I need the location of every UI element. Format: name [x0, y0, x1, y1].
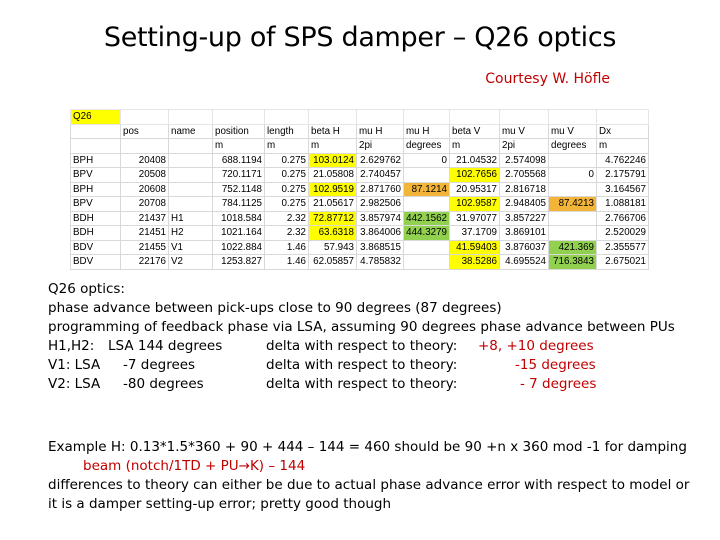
table-cell — [265, 110, 309, 125]
example-beam-text: beam (notch/1TD + PU — [83, 458, 239, 474]
table-cell: BDH — [71, 226, 121, 241]
notes-v1-label: V1: LSA — [48, 356, 101, 373]
table-cell: 4.762246 — [597, 153, 649, 168]
table-row — [71, 168, 649, 183]
table-cell: 3.857227 — [500, 211, 549, 226]
notes-h-line — [48, 337, 698, 356]
table-cell: 3.876037 — [500, 240, 549, 255]
table-cell: 37.1709 — [450, 226, 500, 241]
table-cell: 442.1562 — [404, 211, 450, 226]
table-cell: 87.1214 — [404, 182, 450, 197]
table-row — [71, 226, 649, 241]
table-cell — [549, 110, 597, 125]
table-cell: 1021.164 — [213, 226, 265, 241]
table-cell: V1 — [169, 240, 213, 255]
column-header: Dx — [597, 124, 649, 139]
notes-v2-delta-label: delta with respect to theory: — [266, 375, 458, 392]
notes-heading: Q26 optics: — [48, 281, 125, 297]
table-cell: 720.1171 — [213, 168, 265, 183]
table-cell: 2.520029 — [597, 226, 649, 241]
table-cell: 0.275 — [265, 153, 309, 168]
table-cell: 20608 — [121, 182, 169, 197]
notes-v2-delta: - 7 degrees — [520, 375, 597, 392]
table-cell: BDV — [71, 255, 121, 270]
column-header: 2pi — [500, 139, 549, 154]
arrow-right-icon: → — [238, 458, 250, 474]
table-cell — [549, 182, 597, 197]
table-cell: 21.05808 — [309, 168, 357, 183]
table-cell: 4.785832 — [357, 255, 404, 270]
table-cell: 752.1148 — [213, 182, 265, 197]
column-header: m — [597, 139, 649, 154]
table-cell — [404, 168, 450, 183]
table-cell: 0.275 — [265, 168, 309, 183]
table-cell — [597, 110, 649, 125]
table-cell: 4.695524 — [500, 255, 549, 270]
table-cell: 72.87712 — [309, 211, 357, 226]
table-cell — [500, 110, 549, 125]
notes-line: programming of feedback phase via LSA, assuming 90 degrees phase advance between PUs — [48, 318, 675, 335]
table-cell: 2.982506 — [357, 197, 404, 212]
column-header — [71, 124, 121, 139]
column-header: 2pi — [357, 139, 404, 154]
table-cell: 2.355577 — [597, 240, 649, 255]
column-header: mu V — [549, 124, 597, 139]
table-cell: 3.869101 — [500, 226, 549, 241]
table-cell: BPH — [71, 182, 121, 197]
table-cell: 3.864006 — [357, 226, 404, 241]
table-cell: 1022.884 — [213, 240, 265, 255]
column-header: m — [213, 139, 265, 154]
table-cell: 1.46 — [265, 255, 309, 270]
table-cell: 102.9519 — [309, 182, 357, 197]
notes-h-label: H1,H2: — [48, 337, 95, 354]
table-cell: 63.6318 — [309, 226, 357, 241]
column-header: beta H — [309, 124, 357, 139]
table-cell: 31.97077 — [450, 211, 500, 226]
table-cell — [404, 240, 450, 255]
table-cell: BPV — [71, 197, 121, 212]
column-header: length — [265, 124, 309, 139]
table-row — [71, 240, 649, 255]
example-block — [48, 438, 698, 514]
table-cell: 3.868515 — [357, 240, 404, 255]
table-cell: 716.3843 — [549, 255, 597, 270]
table-cell: 0.275 — [265, 197, 309, 212]
table-cell: 62.05857 — [309, 255, 357, 270]
table-cell: 1.46 — [265, 240, 309, 255]
table-cell: 2.816718 — [500, 182, 549, 197]
notes-v1-line — [48, 356, 698, 375]
table-cell: 2.675021 — [597, 255, 649, 270]
table-cell: 0 — [549, 168, 597, 183]
table-cell: 2.740457 — [357, 168, 404, 183]
notes-v1-lsa: -7 degrees — [123, 356, 196, 373]
notes-h-lsa: LSA 144 degrees — [108, 337, 223, 354]
table-cell: 2.705568 — [500, 168, 549, 183]
table-body — [71, 110, 649, 270]
table-cell — [549, 226, 597, 241]
table-cell — [309, 110, 357, 125]
table-cell: 2.948405 — [500, 197, 549, 212]
table-cell: 21.04532 — [450, 153, 500, 168]
notes-v2-line — [48, 375, 698, 394]
optics-spreadsheet — [70, 109, 648, 270]
table-cell — [404, 110, 450, 125]
table-cell: 21437 — [121, 211, 169, 226]
example-line-2 — [48, 457, 698, 476]
column-header: mu H — [404, 124, 450, 139]
notes-v1-delta-label: delta with respect to theory: — [266, 356, 458, 373]
column-header — [121, 139, 169, 154]
table-header-row — [71, 124, 649, 139]
table-cell: 21455 — [121, 240, 169, 255]
table-cell: 22176 — [121, 255, 169, 270]
column-header: beta V — [450, 124, 500, 139]
column-header: m — [450, 139, 500, 154]
notes-h-delta-label: delta with respect to theory: — [266, 337, 458, 354]
table-row — [71, 255, 649, 270]
notes-line: phase advance between pick-ups close to 90 degrees (87 degrees) — [48, 299, 502, 316]
table-cell: 102.9587 — [450, 197, 500, 212]
table-cell: 421.369 — [549, 240, 597, 255]
table-cell — [549, 153, 597, 168]
table-cell: 2.629762 — [357, 153, 404, 168]
table-cell — [549, 211, 597, 226]
table-cell: 2.871760 — [357, 182, 404, 197]
table-cell: 102.7656 — [450, 168, 500, 183]
table-cell: 20708 — [121, 197, 169, 212]
column-header: mu V — [500, 124, 549, 139]
table-cell — [357, 110, 404, 125]
table-cell: H1 — [169, 211, 213, 226]
table-cell: 103.0124 — [309, 153, 357, 168]
table-cell: 0 — [404, 153, 450, 168]
column-header — [169, 139, 213, 154]
notes-v2-lsa: -80 degrees — [123, 375, 204, 392]
column-header: mu H — [357, 124, 404, 139]
table-cell — [169, 182, 213, 197]
column-header: position — [213, 124, 265, 139]
table-cell — [169, 168, 213, 183]
table-cell: 1.088181 — [597, 197, 649, 212]
table-cell: BPV — [71, 168, 121, 183]
table-cell — [169, 197, 213, 212]
table-cell: 2.574098 — [500, 153, 549, 168]
table-cell: H2 — [169, 226, 213, 241]
table-cell — [404, 255, 450, 270]
table-cell: 2.32 — [265, 226, 309, 241]
table-cell: 21.05617 — [309, 197, 357, 212]
column-header: m — [265, 139, 309, 154]
table-cell: 0.275 — [265, 182, 309, 197]
table-cell: 444.3279 — [404, 226, 450, 241]
table-row — [71, 182, 649, 197]
table-cell: 784.1125 — [213, 197, 265, 212]
table-cell: 1253.827 — [213, 255, 265, 270]
column-header: pos — [121, 124, 169, 139]
optics-table — [70, 109, 649, 270]
table-cell: 2.766706 — [597, 211, 649, 226]
table-cell: 38.5286 — [450, 255, 500, 270]
column-header: name — [169, 124, 213, 139]
table-cell — [169, 153, 213, 168]
table-cell — [213, 110, 265, 125]
notes-v1-delta: -15 degrees — [515, 356, 596, 373]
table-row — [71, 197, 649, 212]
table-header-row — [71, 139, 649, 154]
column-header: degrees — [549, 139, 597, 154]
table-label-row — [71, 110, 649, 125]
table-cell: 1018.584 — [213, 211, 265, 226]
table-cell: 20.95317 — [450, 182, 500, 197]
slide-title: Setting-up of SPS damper – Q26 optics — [103, 22, 617, 53]
table-cell: 20508 — [121, 168, 169, 183]
table-row — [71, 153, 649, 168]
column-header: degrees — [404, 139, 450, 154]
column-header — [71, 139, 121, 154]
table-cell: 688.1194 — [213, 153, 265, 168]
table-cell: 3.857974 — [357, 211, 404, 226]
table-cell: BDV — [71, 240, 121, 255]
example-k-text: K) – 144 — [249, 458, 306, 474]
table-cell: BDH — [71, 211, 121, 226]
table-cell — [169, 110, 213, 125]
table-cell: V2 — [169, 255, 213, 270]
table-cell: 3.164567 — [597, 182, 649, 197]
table-cell: 57.943 — [309, 240, 357, 255]
table-cell: 2.175791 — [597, 168, 649, 183]
courtesy-note: Courtesy W. Höfle — [485, 71, 610, 87]
table-cell — [404, 197, 450, 212]
column-header: m — [309, 139, 357, 154]
table-cell: 41.59403 — [450, 240, 500, 255]
notes-v2-label: V2: LSA — [48, 375, 101, 392]
table-cell: 2.32 — [265, 211, 309, 226]
table-cell: 20408 — [121, 153, 169, 168]
table-cell: BPH — [71, 153, 121, 168]
notes-h-delta: +8, +10 degrees — [478, 337, 594, 354]
table-cell — [121, 110, 169, 125]
example-line-1: Example H: 0.13*1.5*360 + 90 + 444 – 144 = 460 should be 90 +n x 360 mod -1 for damping — [48, 439, 687, 455]
sheet-label: Q26 — [71, 110, 121, 125]
table-cell — [450, 110, 500, 125]
notes-block — [48, 280, 698, 393]
example-line-3: differences to theory can either be due to actual phase advance error with respect to model or it is a damper setting-up error; pretty good though — [48, 477, 690, 512]
table-cell: 87.4213 — [549, 197, 597, 212]
table-cell: 21451 — [121, 226, 169, 241]
table-row — [71, 211, 649, 226]
